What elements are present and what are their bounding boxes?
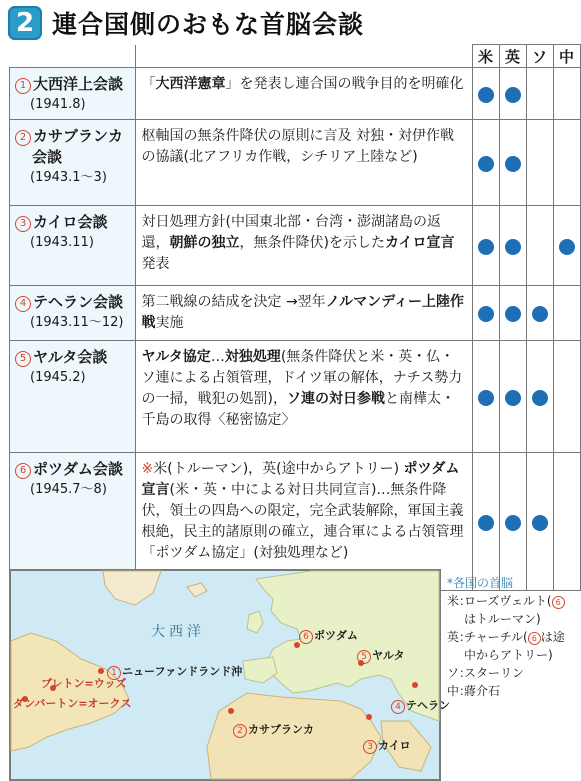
map-label-dumbarton: ダンバートン=オークス (13, 697, 132, 710)
conference-table (9, 44, 581, 591)
participation-dot (478, 515, 494, 531)
participation-dot (505, 390, 521, 406)
col-ussr: ソ (526, 45, 553, 68)
conference-desc-cell (135, 68, 472, 120)
conference-name: 2 カサブランカ (10, 120, 135, 147)
table-row (10, 286, 581, 341)
participation-cell-ussr (526, 206, 553, 286)
participation-cell-china (553, 206, 580, 286)
note-uk: 英： チャーチル( 6 は途中からアトリー) (447, 630, 565, 662)
conference-description: ヤルタ協定…対独処理(無条件降伏と米・英・仏・ソ連による占領管理，ドイツ軍の解体，ナチス勢力の一掃，戦犯の処罰)，ソ連の対日参戦と南樺太・千島の取得〈秘密協定〉 (141, 349, 463, 428)
note-china: 中： 蔣介石 (447, 684, 501, 698)
conference-year: (1945.2) (30, 370, 86, 385)
note-us: 米： ローズヴェルト( 6はトルーマン) (447, 592, 575, 628)
col-uk: 英 (499, 45, 526, 68)
conference-year: (1943.1～3) (30, 170, 107, 185)
participation-cell-china (553, 286, 580, 341)
conference-name-cell (10, 120, 136, 206)
participation-dot (532, 515, 548, 531)
conference-name: 1 大西洋上会談 (10, 68, 135, 95)
map-label-cairo: 3 カイロ (363, 737, 411, 754)
participation-dot (478, 156, 494, 172)
participation-dot (478, 390, 494, 406)
map (9, 569, 450, 781)
conference-name-cell (10, 341, 136, 453)
conference-name: 4 テヘラン会談 (10, 286, 135, 313)
conference-name-cont: 会談 (32, 148, 63, 166)
section-heading (8, 4, 364, 42)
conference-description: 「大西洋憲章」を発表し連合国の戦争目的を明確化 (141, 76, 464, 92)
note-mark: ※ (141, 461, 154, 477)
participation-cell-ussr (526, 286, 553, 341)
participation-cell-uk (499, 286, 526, 341)
participation-cell-china (553, 120, 580, 206)
participation-dot (478, 306, 494, 322)
bold-term: ノルマンディー上陸作戦 (141, 294, 465, 331)
col-china: 中 (553, 45, 580, 68)
table-header-row (10, 45, 581, 68)
conference-desc-cell (135, 120, 472, 206)
participation-dot (505, 239, 521, 255)
table-row (10, 120, 581, 206)
section-number-badge: 2 (8, 6, 42, 40)
map-label-potsdam: 6 ポツダム (299, 627, 358, 644)
participation-cell-ussr (526, 453, 553, 591)
conference-name: 6 ポツダム会談 (10, 453, 135, 480)
note-ussr: ソ： スターリン (447, 666, 525, 680)
participation-cell-china (553, 341, 580, 453)
map-label-yalta: 5 ヤルタ (357, 647, 404, 664)
col-us: 米 (472, 45, 499, 68)
map-label-newfoundland: 1 ニューファンドランド沖 (107, 663, 242, 680)
map-label-breton: ブレトン=ウッズ (41, 677, 127, 690)
bold-term: 朝鮮の独立 (169, 235, 240, 251)
participation-cell-china (553, 68, 580, 120)
participation-dot (478, 87, 494, 103)
conference-description: 対日処理方針(中国東北部・台湾・澎湖諸島の返還，朝鮮の独立，無条件降伏)を示したカイロ宣言発表 (141, 214, 455, 272)
bold-term: 対独処理 (224, 349, 281, 365)
page-title: 連合国側のおもな首脳会談 (52, 10, 365, 39)
conference-description: 第二戦線の結成を決定 →翌年ノルマンディー上陸作戦実施 (141, 294, 465, 331)
participation-cell-us (472, 206, 499, 286)
conference-year: (1943.11) (30, 235, 94, 250)
conference-name: 3 カイロ会談 (10, 206, 135, 233)
bold-term: ソ連の対日参戦 (286, 391, 385, 407)
conference-name: 5 ヤルタ会談 (10, 341, 135, 368)
map-label-casablanca: 2 カサブランカ (233, 721, 314, 738)
bold-term: ポツダム宣言 (141, 461, 460, 498)
conference-desc-cell (135, 206, 472, 286)
participation-dot (505, 306, 521, 322)
conference-description: ※米(トルーマン)，英(途中からアトリー) ポツダム宣言(米・英・中による対日共同宣言)…無条件降伏，領土の四島への限定，完全武装解除，軍国主義根絶，民主的諸原則の確立，連合軍による占領管理 「ポツダム協定」(対独処理など) (141, 461, 464, 561)
bold-term: カイロ宣言 (384, 235, 455, 251)
leaders-note (447, 574, 575, 700)
conference-desc-cell (135, 341, 472, 453)
conference-year: (1941.8) (30, 97, 86, 112)
conference-name-cell (10, 68, 136, 120)
conference-year: (1943.11～12) (30, 315, 124, 330)
participation-cell-china (553, 453, 580, 591)
leaders-note-heading: *各国の首脳 (447, 576, 514, 590)
participation-dot (505, 515, 521, 531)
bold-term: ヤルタ協定 (141, 349, 211, 365)
atlantic-label: 大西洋 (151, 624, 205, 640)
participation-dot (505, 156, 521, 172)
map-label-teheran: 4 テヘラン (391, 697, 450, 714)
conference-name-cell (10, 286, 136, 341)
participation-cell-uk (499, 341, 526, 453)
participation-cell-uk (499, 68, 526, 120)
participation-dot (559, 239, 575, 255)
participation-dot (478, 239, 494, 255)
participation-dot (505, 87, 521, 103)
participation-cell-uk (499, 206, 526, 286)
participation-cell-us (472, 120, 499, 206)
conference-name-cell (10, 206, 136, 286)
table-row (10, 68, 581, 120)
conference-year: (1945.7～8) (30, 482, 107, 497)
participation-cell-us (472, 341, 499, 453)
participation-cell-us (472, 286, 499, 341)
table-row (10, 206, 581, 286)
participation-dot (532, 390, 548, 406)
participation-cell-us (472, 453, 499, 591)
participation-cell-ussr (526, 68, 553, 120)
participation-cell-us (472, 68, 499, 120)
bold-term: 大西洋憲章 (155, 76, 226, 92)
conference-description: 枢軸国の無条件降伏の原則に言及 対独・対伊作戦の協議(北アフリカ作戦，シチリア上陸など) (141, 128, 454, 165)
participation-cell-uk (499, 120, 526, 206)
participation-cell-ussr (526, 120, 553, 206)
participation-cell-ussr (526, 341, 553, 453)
conference-desc-cell (135, 286, 472, 341)
participation-dot (532, 306, 548, 322)
participation-cell-uk (499, 453, 526, 591)
table-row (10, 341, 581, 453)
